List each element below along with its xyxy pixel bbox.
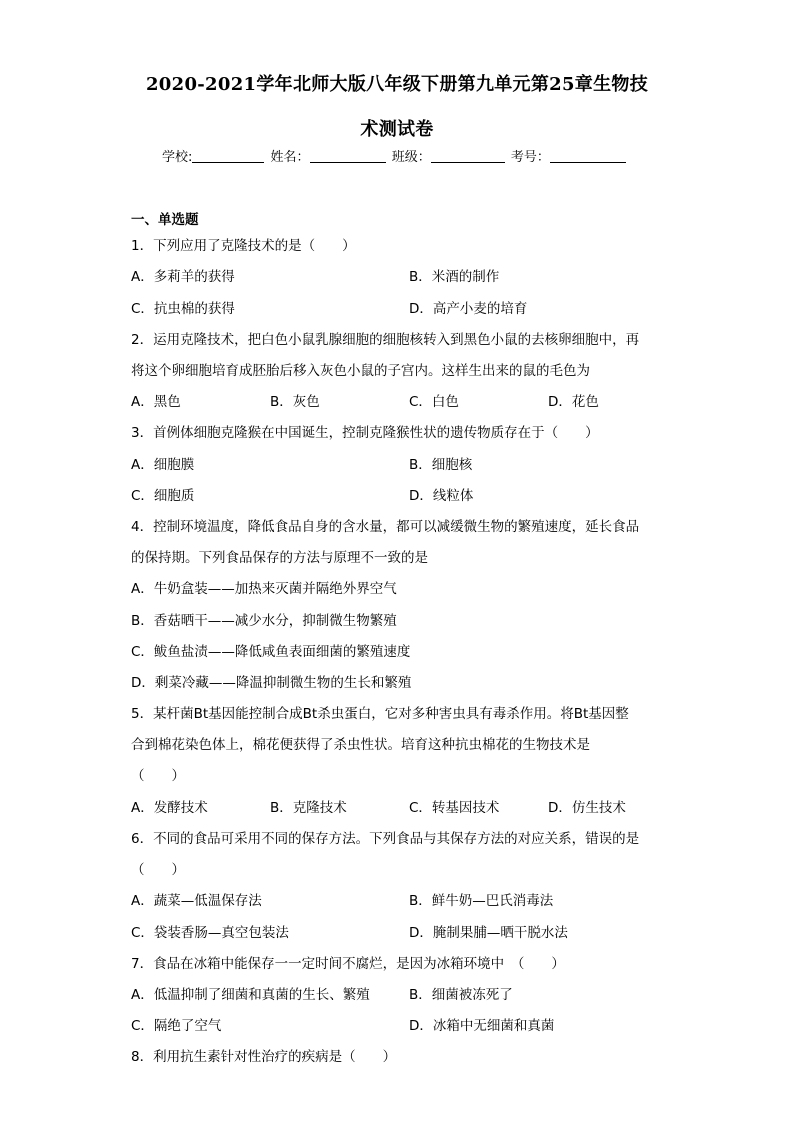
- name-label: 姓名：: [270, 150, 310, 165]
- option-b: B．灰色: [270, 394, 320, 410]
- school-blank[interactable]: [192, 148, 264, 163]
- option-d: D．剩菜冷藏——降温抑制微生物的生长和繁殖: [131, 675, 412, 691]
- option-d: D．仿生技术: [548, 800, 626, 816]
- option-b: B．克隆技术: [270, 800, 347, 816]
- option-a: A．黑色: [131, 394, 181, 410]
- option-a: A．低温抑制了细菌和真菌的生长、繁殖: [131, 987, 370, 1003]
- option-a: A．细胞膜: [131, 457, 195, 473]
- option-a: A．牛奶盒装——加热来灭菌并隔绝外界空气: [131, 581, 397, 597]
- question-stem: 5．某杆菌Bt基因能控制合成Bt杀虫蛋白，它对多种害虫具有毒杀作用。将Bt基因整: [131, 706, 629, 722]
- option-d: D．花色: [548, 394, 599, 410]
- question-stem: （ ）: [131, 768, 185, 784]
- school-label: 学校:: [162, 150, 193, 165]
- option-a: A．多莉羊的获得: [131, 269, 235, 285]
- question-stem: 1．下列应用了克隆技术的是（ ）: [131, 238, 356, 254]
- option-c: C．抗虫棉的获得: [131, 301, 235, 317]
- option-d: D．线粒体: [409, 488, 474, 504]
- question-stem: 将这个卵细胞培育成胚胎后移入灰色小鼠的子宫内。这样生出来的鼠的毛色为: [131, 363, 590, 379]
- option-c: C．白色: [409, 394, 459, 410]
- question-stem: 合到棉花染色体上，棉花便获得了杀虫性状。培育这种抗虫棉花的生物技术是: [131, 737, 590, 753]
- option-c: C．隔绝了空气: [131, 1018, 222, 1034]
- option-b: B．香菇晒干——减少水分，抑制微生物繁殖: [131, 613, 397, 629]
- question-stem: （ ）: [131, 862, 185, 878]
- option-d: D．高产小麦的培育: [409, 301, 528, 317]
- question-stem: 2．运用克隆技术，把白色小鼠乳腺细胞的细胞核转入到黑色小鼠的去核卵细胞中，再: [131, 332, 640, 348]
- option-c: C．细胞质: [131, 488, 195, 504]
- student-info-row: [162, 146, 628, 165]
- option-c: C．鲅鱼盐渍——降低咸鱼表面细菌的繁殖速度: [131, 644, 411, 660]
- question-stem: 的保持期。下列食品保存的方法与原理不一致的是: [131, 550, 428, 566]
- question-stem: 7．食品在冰箱中能保存一一定时间不腐烂，是因为冰箱环境中 （ ）: [131, 956, 565, 972]
- option-c: C．转基因技术: [409, 800, 500, 816]
- class-blank[interactable]: [431, 148, 505, 163]
- question-stem: 3．首例体细胞克隆猴在中国诞生，控制克隆猴性状的遗传物质存在于（ ）: [131, 425, 599, 441]
- option-b: B．细菌被冻死了: [409, 987, 513, 1003]
- option-d: D．腌制果脯—晒干脱水法: [409, 925, 568, 941]
- option-a: A．发酵技术: [131, 800, 208, 816]
- option-b: B．细胞核: [409, 457, 473, 473]
- option-c: C．袋装香肠—真空包装法: [131, 925, 289, 941]
- question-stem: 6．不同的食品可采用不同的保存方法。下列食品与其保存方法的对应关系，错误的是: [131, 831, 640, 847]
- option-d: D．冰箱中无细菌和真菌: [409, 1018, 555, 1034]
- section-heading: 一、单选题: [131, 212, 199, 228]
- question-stem: 4．控制环境温度，降低食品自身的含水量，都可以减缓微生物的繁殖速度，延长食品: [131, 519, 640, 535]
- name-blank[interactable]: [310, 148, 386, 163]
- option-a: A．蔬菜—低温保存法: [131, 893, 262, 909]
- number-label: 考号：: [510, 150, 550, 165]
- exam-title-line2: 术测试卷: [360, 119, 434, 140]
- exam-title-line1: 2020-2021学年北师大版八年级下册第九单元第25章生物技: [145, 74, 648, 95]
- option-b: B．鲜牛奶—巴氏消毒法: [409, 893, 554, 909]
- class-label: 班级：: [391, 150, 431, 165]
- option-b: B．米酒的制作: [409, 269, 500, 285]
- question-stem: 8．利用抗生素针对性治疗的疾病是（ ）: [131, 1049, 397, 1065]
- number-blank[interactable]: [550, 148, 626, 163]
